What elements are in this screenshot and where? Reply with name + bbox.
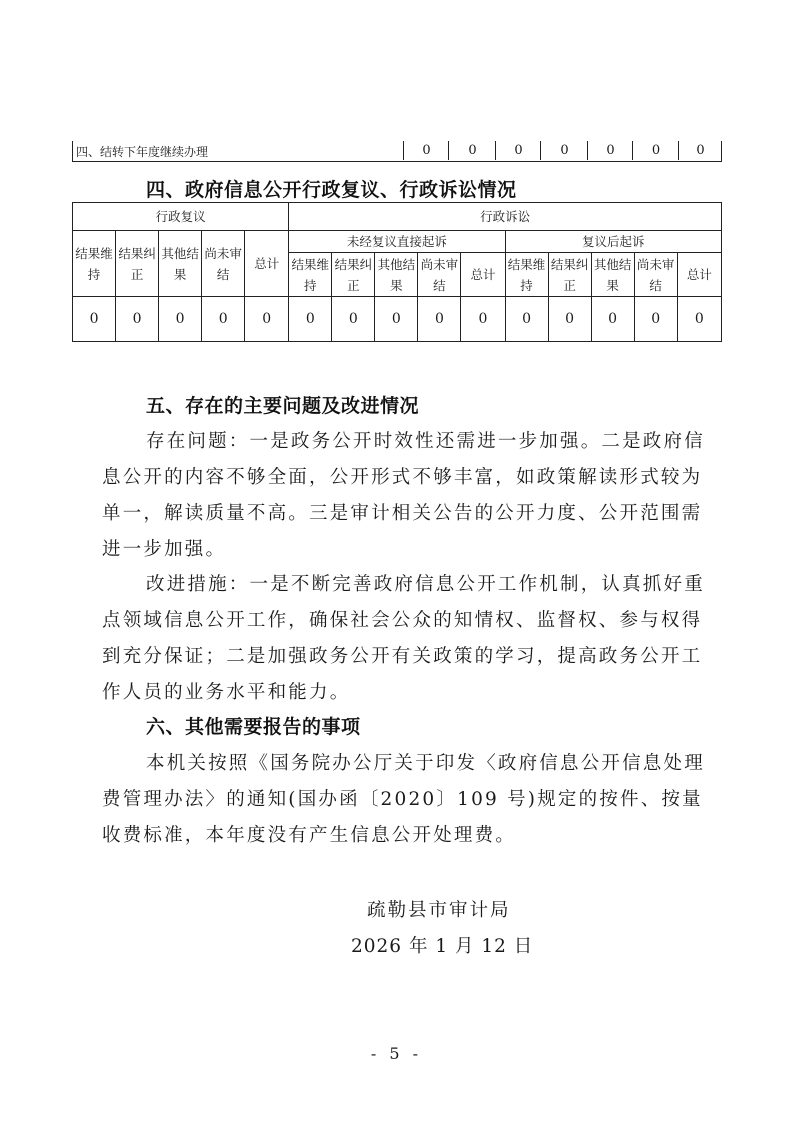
direct-header: 结果纠正: [332, 253, 375, 297]
value-cell: 0: [591, 297, 634, 342]
signature-org: 疏勒县市审计局: [367, 900, 511, 921]
problems-paragraph: 存在问题：一是政务公开时效性还需进一步加强。二是政府信息公开的内容不够全面，公开形式不够丰富，如政策解读形式较为单一，解读质量不高。三是审计相关公告的公开力度、公开范围需进一步加强。: [102, 431, 705, 560]
value-cell: 0: [202, 297, 245, 342]
header-admin-review: 行政复议: [73, 203, 289, 231]
section-6-title: 六、其他需要报告的事项: [146, 716, 361, 738]
measures-paragraph: 改进措施：一是不断完善政府信息公开工作机制，认真抓好重点领域信息公开工作，确保社会公众的知情权、监督权、参与权得到充分保证；二是加强政务公开有关政策的学习，提高政务公开工作人员的业务水平和能力。: [102, 574, 705, 703]
value-cell: 0: [245, 297, 289, 342]
carry-over-label: 四、结转下年度继续办理: [76, 145, 209, 159]
value-cell: 0: [634, 297, 677, 342]
review-header: 尚未审结: [202, 231, 245, 297]
header-direct-suit: 未经复议直接起诉: [289, 231, 505, 253]
review-litigation-table: [72, 202, 722, 342]
signature-date: 2026 年 1 月 12 日: [351, 936, 534, 957]
other-matters-paragraph: 本机关按照《国务院办公厅关于印发〈政府信息公开信息处理费管理办法〉的通知(国办函〔2020〕109 号)规定的按件、按量收费标准，本年度没有产生信息公开处理费。: [102, 753, 705, 846]
carry-over-value: 0: [587, 141, 633, 160]
after-header: 其他结果: [591, 253, 634, 297]
carry-over-value: 0: [678, 141, 722, 160]
after-header: 结果纠正: [548, 253, 591, 297]
direct-header: 结果维持: [289, 253, 332, 297]
value-cell: 0: [116, 297, 159, 342]
direct-header: 尚未审结: [418, 253, 461, 297]
carry-over-value: 0: [540, 141, 588, 160]
value-cell: 0: [461, 297, 505, 342]
value-cell: 0: [332, 297, 375, 342]
page-number: - 5 -: [370, 1044, 423, 1063]
value-cell: 0: [289, 297, 332, 342]
section-5-title: 五、存在的主要问题及改进情况: [146, 395, 420, 417]
review-header: 总计: [245, 231, 289, 297]
value-cell: 0: [505, 297, 548, 342]
carry-over-value: 0: [495, 141, 541, 160]
carry-over-row: [72, 141, 722, 162]
value-cell: 0: [375, 297, 418, 342]
review-header: 结果纠正: [116, 231, 159, 297]
value-cell: 0: [548, 297, 591, 342]
review-header: 结果维持: [73, 231, 116, 297]
carry-over-value: 0: [448, 141, 496, 160]
value-cell: 0: [677, 297, 721, 342]
value-cell: 0: [418, 297, 461, 342]
direct-header: 总计: [461, 253, 505, 297]
after-header: 总计: [677, 253, 721, 297]
header-suit-after-review: 复议后起诉: [505, 231, 722, 253]
review-header: 其他结果: [159, 231, 202, 297]
after-header: 尚未审结: [634, 253, 677, 297]
carry-over-value: 0: [632, 141, 679, 160]
after-header: 结果维持: [505, 253, 548, 297]
carry-over-value: 0: [403, 141, 449, 160]
header-admin-litigation: 行政诉讼: [289, 203, 722, 231]
direct-header: 其他结果: [375, 253, 418, 297]
value-cell: 0: [159, 297, 202, 342]
value-cell: 0: [73, 297, 116, 342]
section-4-title: 四、政府信息公开行政复议、行政诉讼情况: [146, 179, 517, 201]
